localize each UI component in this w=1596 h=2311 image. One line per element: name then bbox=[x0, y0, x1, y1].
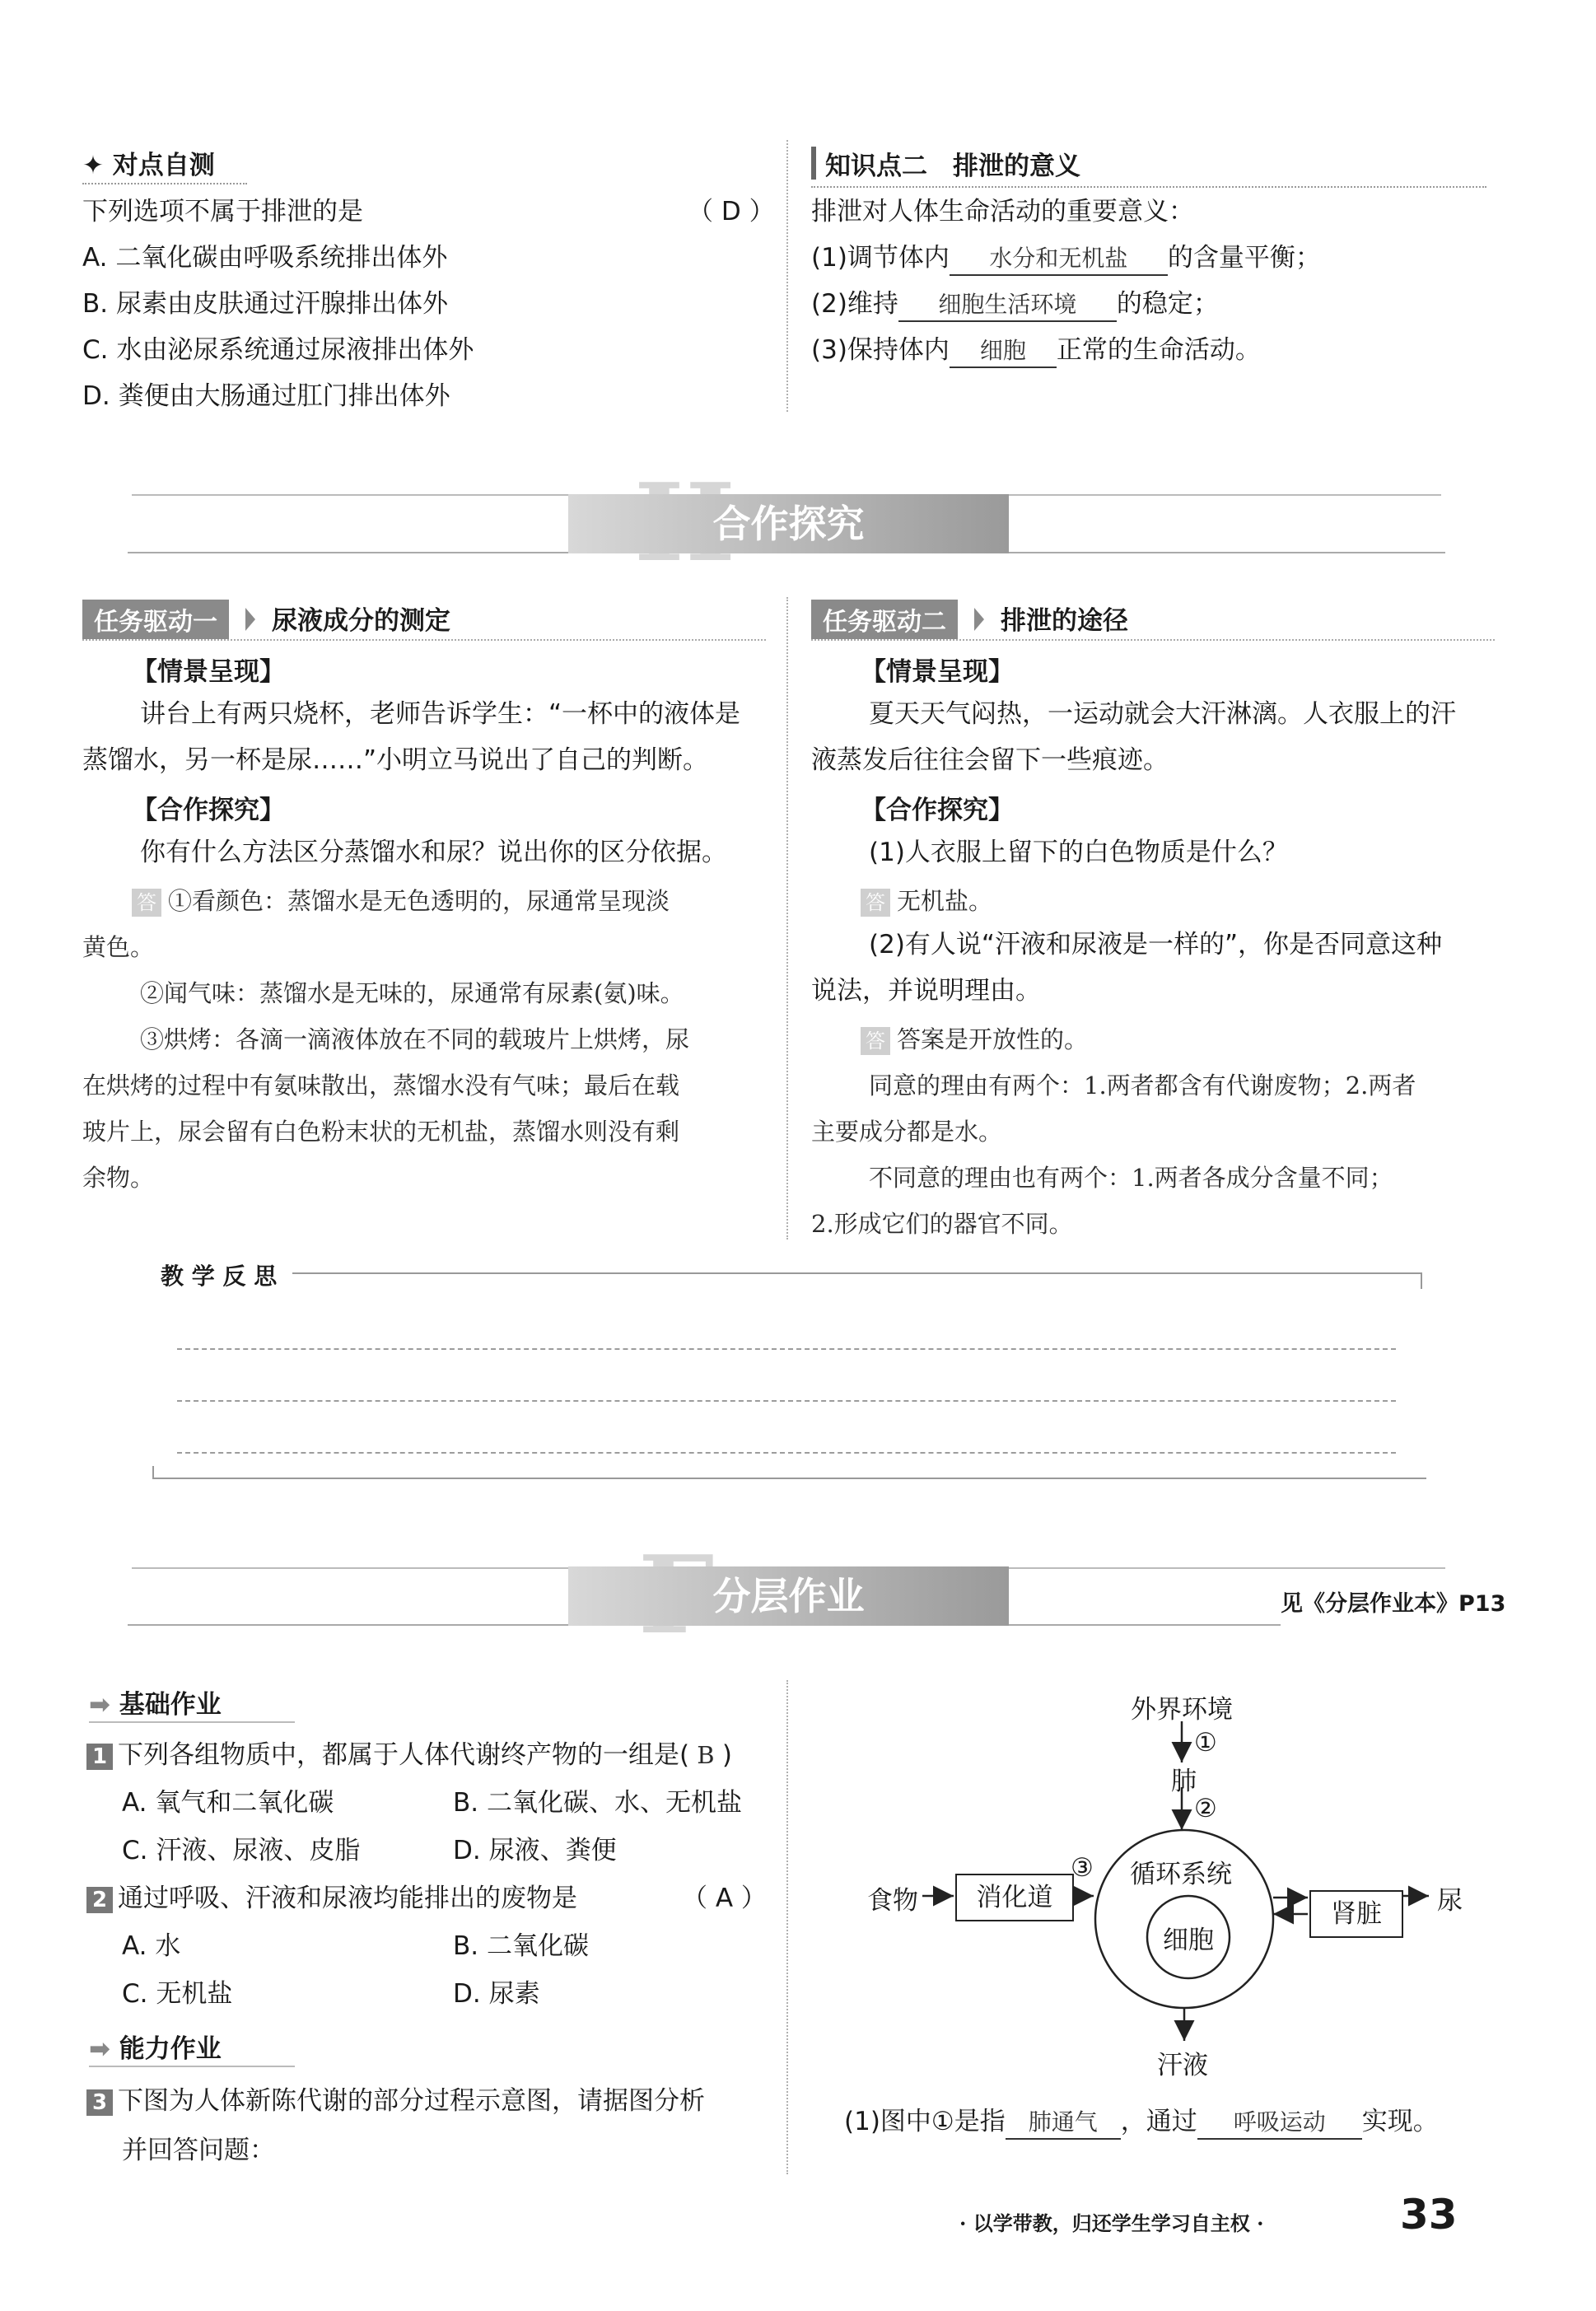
scene-label: 【情景呈现】 bbox=[132, 657, 285, 687]
knowledge-line-2: (2)维持 细胞生活环境 的稳定； bbox=[811, 287, 1219, 322]
answer-blank: 肺通气 bbox=[1006, 2107, 1121, 2140]
box-digestive-tract: 消化道 bbox=[955, 1874, 1074, 1921]
option-d: D. 尿液、粪便 bbox=[453, 1836, 617, 1865]
arrow-icon bbox=[974, 608, 984, 631]
column-divider bbox=[786, 1680, 788, 2174]
divider bbox=[89, 1721, 295, 1723]
answer-line: 不同意的理由也有两个：1.两者各成分含量不同； bbox=[869, 1164, 1393, 1192]
answer-blank: 细胞生活环境 bbox=[898, 289, 1117, 322]
knowledge-line-1: (1)调节体内 水分和无机盐 的含量平衡； bbox=[811, 240, 1321, 276]
question-3: 3 下图为人体新陈代谢的部分过程示意图，请据图分析 bbox=[86, 2084, 705, 2118]
divider bbox=[811, 639, 1495, 641]
divider bbox=[89, 2066, 295, 2067]
scene-text: 蒸馏水，另一杯是尿……”小明立马说出了自己的判断。 bbox=[82, 745, 709, 775]
arrow-icon: ➡ bbox=[89, 2034, 119, 2064]
divider bbox=[811, 186, 1486, 188]
option-a: A. 氧气和二氧化碳 bbox=[122, 1788, 334, 1818]
answer-line: 2.形成它们的器官不同。 bbox=[811, 1210, 1073, 1238]
answer-line: 余物。 bbox=[82, 1164, 155, 1192]
ability-heading: ➡ 能力作业 bbox=[89, 2034, 222, 2064]
answer-icon: 答 bbox=[132, 889, 161, 917]
label-circle-3: ③ bbox=[1071, 1853, 1094, 1883]
footer-motto: · 以学带教，归还学生学习自主权 · bbox=[959, 2211, 1264, 2235]
answer-line: 在烘烤的过程中有氨味散出，蒸馏水没有气味；最后在载 bbox=[82, 1071, 680, 1099]
answer-line: 答 ①看颜色：蒸馏水是无色透明的，尿通常呈现淡 bbox=[132, 883, 670, 917]
explore-label: 【合作探究】 bbox=[132, 796, 285, 825]
answer-blank: 呼吸运动 bbox=[1197, 2107, 1362, 2140]
task2-title: 排泄的途径 bbox=[1001, 606, 1128, 636]
workbook-reference: 见《分层作业本》P13 bbox=[1281, 1591, 1506, 1617]
scene-text: 液蒸发后往往会留下一些痕迹。 bbox=[811, 745, 1169, 775]
option-a: A. 二氧化碳由呼吸系统排出体外 bbox=[82, 243, 448, 273]
label-sweat: 汗液 bbox=[1157, 2051, 1208, 2080]
question-number: 3 bbox=[86, 2089, 113, 2116]
task2-q2: (2)有人说“汗液和尿液是一样的”，你是否同意这种 bbox=[869, 930, 1443, 959]
label-circle-1: ① bbox=[1194, 1728, 1217, 1758]
option-b: B. 尿素由皮肤通过汗腺排出体外 bbox=[82, 289, 448, 319]
answer-line: 答 答案是开放性的。 bbox=[861, 1021, 1088, 1055]
label-environment: 外界环境 bbox=[1131, 1695, 1233, 1725]
answer-line: 答 无机盐。 bbox=[861, 883, 992, 917]
column-divider bbox=[786, 140, 788, 412]
basic-heading: ➡ 基础作业 bbox=[89, 1690, 222, 1720]
answer-blank: 细胞 bbox=[950, 335, 1057, 368]
question-3-sub1: (1)图中①是指 肺通气 ，通过 呼吸运动 实现。 bbox=[844, 2104, 1439, 2140]
arrow-icon bbox=[245, 608, 255, 631]
divider bbox=[82, 639, 766, 641]
self-test-answer: （ D ） bbox=[688, 197, 775, 226]
label-circulation: 循环系统 bbox=[1130, 1860, 1232, 1889]
scene-text: 讲台上有两只烧杯，老师告诉学生：“一杯中的液体是 bbox=[140, 699, 741, 729]
divider bbox=[82, 183, 247, 184]
heading-bar bbox=[811, 147, 816, 180]
box-kidney: 肾脏 bbox=[1309, 1890, 1403, 1938]
arrow-icon: ➡ bbox=[89, 1690, 119, 1720]
answer-blank: 水分和无机盐 bbox=[950, 243, 1168, 276]
task2-q1: (1)人衣服上留下的白色物质是什么？ bbox=[869, 838, 1288, 867]
answer-icon: 答 bbox=[861, 889, 890, 917]
banner-title: 合作探究 bbox=[568, 494, 1009, 553]
question-2: 2 通过呼吸、汗液和尿液均能排出的废物是 bbox=[86, 1881, 577, 1916]
question-1: 1 下列各组物质中，都属于人体代谢终产物的一组是( B ) bbox=[86, 1738, 732, 1772]
scene-text: 夏天天气闷热，一运动就会大汗淋漓。人衣服上的汗 bbox=[869, 699, 1456, 729]
answer-line: 主要成分都是水。 bbox=[811, 1118, 1003, 1146]
banner-title: 分层作业 bbox=[568, 1566, 1009, 1626]
explore-label: 【合作探究】 bbox=[861, 796, 1014, 825]
option-b: B. 二氧化碳 bbox=[453, 1931, 589, 1961]
label-cell: 细胞 bbox=[1163, 1926, 1214, 1955]
label-food: 食物 bbox=[867, 1886, 918, 1916]
diamond-icon: ✦ bbox=[82, 151, 113, 180]
column-divider bbox=[786, 597, 788, 1240]
answer-line: ③烘烤：各滴一滴液体放在不同的载玻片上烘烤，尿 bbox=[140, 1025, 690, 1053]
task1-tag: 任务驱动一 bbox=[82, 600, 229, 639]
answer-line: 玻片上，尿会留有白色粉末状的无机盐，蒸馏水则没有剩 bbox=[82, 1118, 680, 1146]
question-number: 1 bbox=[86, 1744, 113, 1770]
option-b: B. 二氧化碳、水、无机盐 bbox=[453, 1788, 742, 1818]
question-3-line2: 并回答问题： bbox=[122, 2136, 275, 2165]
option-d: D. 粪便由大肠通过肛门排出体外 bbox=[82, 381, 450, 411]
task2-q2: 说法，并说明理由。 bbox=[811, 976, 1041, 1006]
self-test-heading: ✦ 对点自测 bbox=[82, 151, 215, 180]
label-circle-2: ② bbox=[1194, 1794, 1217, 1823]
scene-label: 【情景呈现】 bbox=[861, 657, 1014, 687]
task1-question: 你有什么方法区分蒸馏水和尿？说出你的区分依据。 bbox=[140, 838, 727, 867]
reflection-bottom-line bbox=[152, 1466, 1426, 1479]
bracket-edge bbox=[1421, 1272, 1422, 1289]
page-number: 33 bbox=[1400, 2191, 1458, 2239]
task2-tag: 任务驱动二 bbox=[811, 600, 958, 639]
reflection-label: 教 学 反 思 bbox=[161, 1263, 278, 1290]
answer-line: 同意的理由有两个：1.两者都含有代谢废物；2.两者 bbox=[869, 1071, 1416, 1099]
reflection-top-line bbox=[292, 1272, 1421, 1274]
option-a: A. 水 bbox=[122, 1931, 181, 1961]
task1-title: 尿液成分的测定 bbox=[272, 606, 450, 636]
self-test-question: 下列选项不属于排泄的是 bbox=[82, 197, 363, 226]
writing-line bbox=[177, 1400, 1396, 1402]
option-c: C. 无机盐 bbox=[122, 1979, 233, 2009]
option-c: C. 水由泌尿系统通过尿液排出体外 bbox=[82, 335, 474, 365]
answer-icon: 答 bbox=[861, 1027, 890, 1055]
question-number: 2 bbox=[86, 1887, 113, 1913]
answer-line: ②闻气味：蒸馏水是无味的，尿通常有尿素(氨)味。 bbox=[140, 979, 684, 1007]
label-lung: 肺 bbox=[1171, 1767, 1197, 1796]
knowledge-line-3: (3)保持体内 细胞 正常的生命活动。 bbox=[811, 333, 1261, 368]
option-c: C. 汗液、尿液、皮脂 bbox=[122, 1836, 361, 1865]
answer-line: 黄色。 bbox=[82, 933, 155, 961]
knowledge-heading: 知识点二 排泄的意义 bbox=[825, 152, 1080, 181]
question-2-answer: （ A ） bbox=[682, 1884, 767, 1913]
writing-line bbox=[177, 1452, 1396, 1454]
option-d: D. 尿素 bbox=[453, 1979, 540, 2009]
label-urine: 尿 bbox=[1437, 1886, 1463, 1916]
writing-line bbox=[177, 1348, 1396, 1350]
knowledge-intro: 排泄对人体生命活动的重要意义： bbox=[811, 197, 1194, 226]
